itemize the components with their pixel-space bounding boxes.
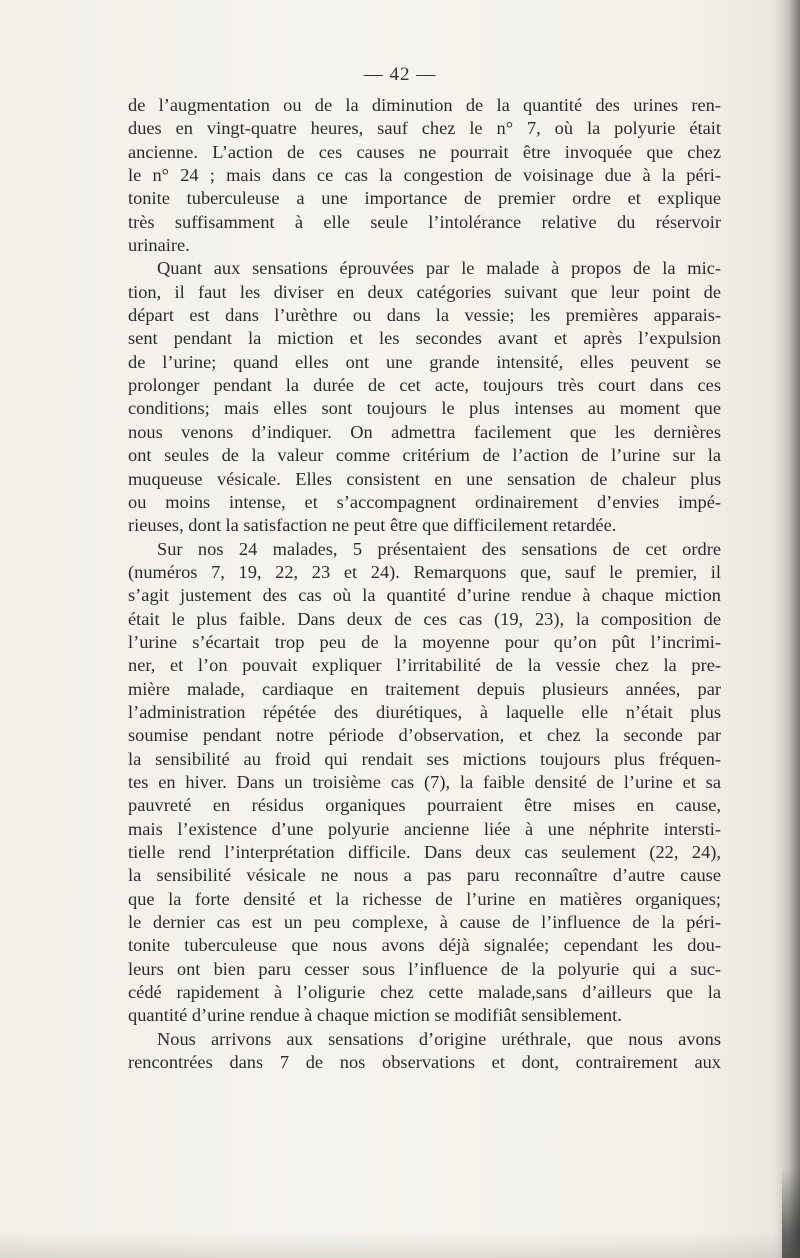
page-bottom-shadow <box>0 1232 800 1258</box>
text-line: l’urine s’écartait trop peu de la moyenne pour qu’on pût l’incrimi- <box>128 631 721 652</box>
text-line: (numéros 7, 19, 22, 23 et 24). Remarquons que, sauf le premier, il <box>128 561 721 582</box>
text-line: conditions; mais elles sont toujours le plus intenses au moment que <box>128 398 721 419</box>
body-text <box>128 94 721 1074</box>
text-line: nous venons d’indiquer. On admettra facilement que les dernières <box>128 421 721 442</box>
text-line: mière malade, cardiaque en traitement depuis plusieurs années, par <box>128 678 721 699</box>
text-line: leurs ont bien paru cesser sous l’influence de la polyurie qui a suc- <box>128 958 721 979</box>
text-line: ou moins intense, et s’accompagnent ordinairement d’envies impé- <box>128 491 721 512</box>
text-line: ont seules de la valeur comme critérium de l’action de l’urine sur la <box>128 445 721 466</box>
text-line: cédé rapidement à l’oligurie chez cette malade,sans d’ailleurs que la <box>128 982 721 1003</box>
text-line: dues en vingt-quatre heures, sauf chez le n° 7, où la polyurie était <box>128 118 721 139</box>
text-line: départ est dans l’urèthre ou dans la vessie; les premières apparais- <box>128 305 721 326</box>
text-line: tes en hiver. Dans un troisième cas (7), la faible densité de l’urine et sa <box>128 771 721 792</box>
text-line: que la forte densité et la richesse de l’urine en matières organiques; <box>128 888 721 909</box>
text-line: ner, et l’on pouvait expliquer l’irritabilité de la vessie chez la pre- <box>128 655 721 676</box>
text-line: la sensibilité au froid qui rendait ses mictions toujours plus fréquen- <box>128 748 721 769</box>
text-line: tonite tuberculeuse que nous avons déjà signalée; cependant les dou- <box>128 935 721 956</box>
text-line: tielle rend l’interprétation difficile. Dans deux cas seulement (22, 24), <box>128 842 721 862</box>
text-line: sent pendant la miction et les secondes avant et après l’expulsion <box>128 328 721 349</box>
text-line: prolonger pendant la durée de cet acte, toujours très court dans ces <box>128 375 721 396</box>
text-line: Quant aux sensations éprouvées par le malade à propos de la mic- <box>157 258 721 279</box>
text-line: très suffisamment à elle seule l’intolérance relative du réservoir <box>128 211 721 232</box>
text-line: était le plus faible. Dans deux de ces cas (19, 23), la composition de <box>128 608 721 629</box>
text-line: Sur nos 24 malades, 5 présentaient des sensations de cet ordre <box>157 538 721 559</box>
text-line: le n° 24 ; mais dans ce cas la congestion de voisinage due à la péri- <box>128 165 721 186</box>
text-line: tion, il faut les diviser en deux catégories suivant que leur point de <box>128 281 721 302</box>
page-number: — 42 — <box>363 64 437 85</box>
text-line: la sensibilité vésicale ne nous a pas paru reconnaître d’autre cause <box>128 865 721 886</box>
text-line: de l’urine; quand elles ont une grande intensité, elles peuvent se <box>128 351 721 372</box>
text-line: ancienne. L’action de ces causes ne pourrait être invoquée que chez <box>128 141 721 162</box>
text-line: pauvreté en résidus organiques pourraient être mises en cause, <box>128 795 721 816</box>
text-line: urinaire. <box>128 235 190 256</box>
text-line: s’agit justement des cas où la quantité d’urine rendue à chaque miction <box>128 585 721 606</box>
text-line: soumise pendant notre période d’observation, et chez la seconde par <box>128 725 721 746</box>
page-edge-shadow <box>774 0 800 1258</box>
text-line: muqueuse vésicale. Elles consistent en une sensation de chaleur plus <box>128 468 721 489</box>
text-line: rencontrées dans 7 de nos observations et dont, contrairement aux <box>128 1052 721 1073</box>
text-line: l’administration répétée des diurétiques, à laquelle elle n’était plus <box>128 701 721 722</box>
text-line: rieuses, dont la satisfaction ne peut être que difficilement retardée. <box>128 515 617 536</box>
text-line: quantité d’urine rendue à chaque miction se modifiât sensiblement. <box>128 1005 622 1026</box>
text-line: le dernier cas est un peu complexe, à cause de l’influence de la péri- <box>128 912 721 933</box>
text-line: de l’augmentation ou de la diminution de la quantité des urines ren- <box>128 95 721 115</box>
text-line: tonite tuberculeuse a une importance de premier ordre et explique <box>128 188 721 209</box>
text-line: Nous arrivons aux sensations d’origine uréthrale, que nous avons <box>157 1028 721 1049</box>
text-line: mais l’existence d’une polyurie ancienne liée à une néphrite intersti- <box>128 818 721 839</box>
